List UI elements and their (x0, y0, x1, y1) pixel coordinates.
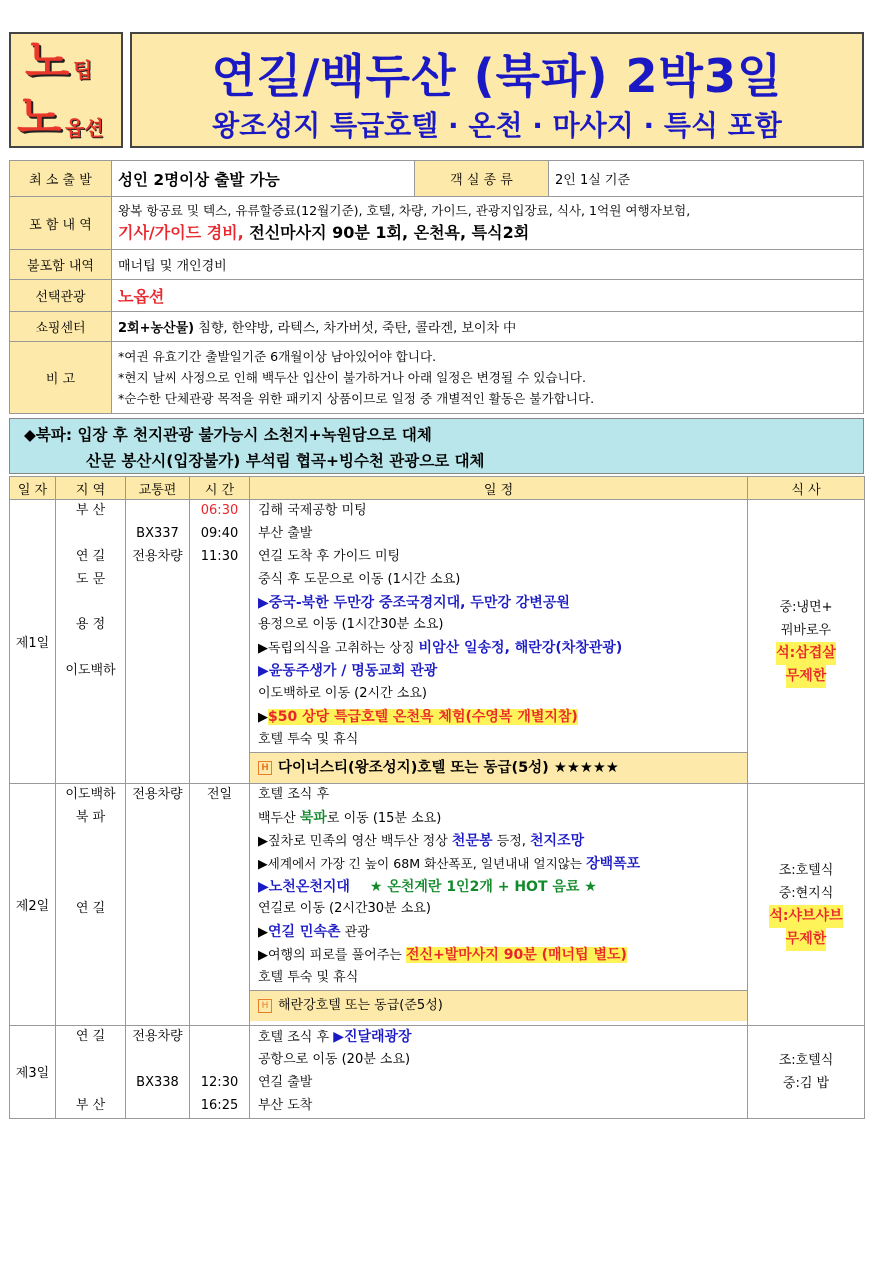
day-1-transport (126, 500, 190, 784)
meal: 석:삼겹살 (776, 642, 836, 665)
region: 부 산 (75, 503, 106, 518)
page-title: 연길/백두산 (북파) 2박3일 (211, 49, 783, 103)
transport: BX338 (136, 1074, 179, 1090)
itinerary-text: 로 이동 (15분 소요) (326, 810, 442, 826)
col-meal: 식 사 (748, 477, 865, 500)
itinerary-text: ▶ (258, 925, 268, 941)
region (56, 853, 125, 876)
itinerary-highlight: 연길 민속촌 (268, 924, 341, 941)
itinerary-item (250, 944, 747, 967)
day-2-itinerary (250, 784, 748, 1026)
itinerary-text: ▶세계에서 가장 긴 높이 68M 화산폭포, 일년내내 얼지않는 (258, 855, 587, 871)
page-subtitle: 왕조성지 특급호텔 · 온천 · 마사지 · 특식 포함 (212, 109, 782, 142)
day-2-hotel (250, 990, 747, 1021)
itinerary-highlight: 천지조망 (530, 832, 585, 849)
meal: 중:냉면+ (779, 599, 833, 615)
day-2-regions (56, 784, 126, 1026)
itinerary-item: ▶중국-북한 두만강 중조국경지대, 두만강 강변공원 (258, 594, 570, 611)
transport: BX337 (136, 525, 179, 541)
itinerary-item: 호텔 조식 후 (258, 787, 330, 802)
day-3-transport (126, 1026, 190, 1119)
optional-label: 선택관광 (10, 280, 112, 312)
remark-1: *여권 유효기간 출발일기준 6개월이상 남아있어야 합니다. (118, 349, 437, 364)
shopping-label: 쇼핑센터 (10, 312, 112, 342)
itinerary-highlight: 비암산 일송정, 해란강(차창관광) (418, 640, 623, 657)
min-departure-value: 성인 2명이상 출발 가능 (112, 161, 415, 197)
region (56, 830, 125, 853)
time: 06:30 (200, 503, 239, 518)
shopping-items: 침향, 한약방, 라텍스, 차가버섯, 죽탄, 콜라겐, 보이차 中 (194, 321, 517, 336)
room-type-label: 객 실 종 류 (415, 161, 549, 197)
region: 연 길 (75, 548, 106, 564)
region: 용 정 (75, 617, 106, 633)
transport (126, 500, 189, 523)
included-value (112, 197, 864, 250)
time: 12:30 (200, 1074, 239, 1090)
itinerary-item: 연길 도착 후 가이드 미팅 (258, 548, 401, 564)
optional-value: 노옵션 (112, 280, 864, 312)
itinerary-text: ▶짚차로 민족의 영산 백두산 정상 (258, 833, 452, 849)
transport: 전용차량 (132, 1029, 183, 1044)
col-transport: 교통편 (126, 477, 190, 500)
itinerary-item: 호텔 투숙 및 휴식 (258, 731, 359, 747)
meal: 꿔바로우 (780, 622, 832, 638)
schedule-header (10, 477, 865, 500)
excluded-label: 불포함 내역 (10, 250, 112, 280)
logo (9, 32, 123, 148)
min-departure-label: 최 소 출 발 (10, 161, 112, 197)
itinerary-text: ▶독립의식을 고취하는 상징 (258, 641, 419, 657)
region (56, 523, 125, 546)
logo-char-2: 노 (17, 90, 62, 144)
remark-2: *현지 날씨 사정으로 인해 백두산 입산이 불가하거나 아래 일정은 변경될 수 있습니다. (118, 370, 586, 385)
region: 북 파 (75, 809, 106, 825)
meal: 무제한 (786, 928, 827, 951)
itinerary-item: 연길로 이동 (2시간30분 소요) (258, 901, 431, 917)
meal: 중:김 밥 (782, 1075, 830, 1091)
day-3-meals (748, 1026, 865, 1119)
included-line-1: 왕복 항공료 및 텍스, 유류할증료(12월기준), 호텔, 차량, 가이드, 관광지입장료, 식사, 1억원 여행자보험, (118, 202, 691, 218)
info-table (9, 160, 864, 414)
itinerary-text: 관광 (340, 925, 370, 941)
included-driver-guide: 기사/가이드 경비, (118, 222, 244, 242)
meal: 조:호텔식 (778, 862, 834, 878)
itinerary-highlight: ▶노천온천지대 (258, 878, 350, 895)
schedule-table (9, 476, 865, 1119)
region: 이도백하 (65, 787, 116, 802)
hotel-icon: H (258, 761, 272, 775)
itinerary-item (250, 830, 747, 853)
itinerary-highlight: ★ 온천계란 1인2개 + HOT 음료 ★ (369, 878, 597, 895)
day-1-meals (748, 500, 865, 784)
included-line-2: 전신마사지 90분 1회, 온천욕, 특식2회 (243, 222, 530, 242)
itinerary-item: 용정으로 이동 (1시간30분 소요) (258, 617, 444, 633)
itinerary-item: 이도백하로 이동 (2시간 소요) (258, 686, 427, 702)
time (190, 1026, 249, 1049)
remark-3: *순수한 단체관광 목적을 위한 패키지 상품이므로 일정 중 개별적인 활동은 불가합니다. (118, 391, 595, 406)
shopping-count: 2회+농산물) (118, 321, 195, 336)
itinerary-highlight: 북파 (299, 809, 327, 826)
itinerary-item (250, 921, 747, 944)
region (56, 592, 125, 615)
itinerary-item: 공항으로 이동 (20분 소요) (258, 1051, 411, 1067)
region: 도 문 (75, 571, 106, 587)
col-itinerary: 일 정 (250, 477, 748, 500)
itinerary-item (250, 876, 747, 899)
col-day: 일 자 (10, 477, 56, 500)
col-time: 시 간 (190, 477, 250, 500)
region (56, 1072, 125, 1095)
time: 전일 (206, 787, 233, 802)
logo-text-1: 팁 (73, 58, 93, 82)
itinerary-item: ▶윤동주생가 / 명동교회 관광 (258, 663, 438, 680)
col-region: 지 역 (56, 477, 126, 500)
region (56, 876, 125, 899)
day-1-row (10, 500, 865, 784)
day-1-regions (56, 500, 126, 784)
transport: 전용차량 (132, 548, 183, 564)
itinerary-item (250, 706, 747, 729)
region: 연 길 (75, 901, 106, 917)
day-3-itinerary (250, 1026, 748, 1119)
meal: 조:호텔식 (778, 1052, 834, 1068)
shopping-value (112, 312, 864, 342)
title-box (130, 32, 864, 148)
itinerary-item: 부산 출발 (258, 525, 313, 541)
day-1-times (190, 500, 250, 784)
itinerary-item (250, 853, 747, 876)
day-2-times (190, 784, 250, 1026)
region (56, 1049, 125, 1072)
day-2-row (10, 784, 865, 1026)
remarks-label: 비 고 (10, 342, 112, 414)
region (56, 637, 125, 660)
day-2-meals (748, 784, 865, 1026)
itinerary-highlight: $50 상당 특급호텔 온천욕 체험(수영복 개별지참) (268, 709, 578, 726)
itinerary-highlight: 천문봉 (451, 832, 493, 849)
itinerary-text: 호텔 조식 후 (258, 1030, 334, 1045)
time: 09:40 (200, 525, 239, 541)
day-1-itinerary (250, 500, 748, 784)
included-label: 포 함 내 역 (10, 197, 112, 250)
meal: 석:샤브샤브 (769, 905, 842, 928)
itinerary-item: 중식 후 도문으로 이동 (1시간 소요) (258, 571, 461, 587)
itinerary-highlight: ▶진달래광장 (333, 1029, 412, 1045)
itinerary-text: 백두산 (258, 810, 300, 826)
day-3-label: 제3일 (10, 1026, 56, 1119)
transport: 전용차량 (132, 787, 183, 802)
itinerary-text: ▶ (258, 710, 268, 726)
hotel-name: 다이너스티(왕조성지)호텔 또는 동급(5성) ★★★★★ (278, 759, 619, 776)
bukpa-notice (9, 418, 864, 474)
region: 연 길 (75, 1029, 106, 1044)
day-3-row (10, 1026, 865, 1119)
itinerary-text: 등정, (492, 833, 531, 849)
day-3-times (190, 1026, 250, 1119)
itinerary-item (250, 637, 747, 660)
day-3-regions (56, 1026, 126, 1119)
time (190, 1049, 249, 1072)
itinerary-item: 호텔 투숙 및 휴식 (258, 970, 359, 986)
itinerary-highlight: 전신+발마사지 90분 (매너팁 별도) (405, 947, 627, 964)
itinerary-highlight: 장백폭포 (586, 855, 641, 872)
region: 이도백하 (65, 663, 116, 679)
transport (126, 1049, 189, 1072)
itinerary-item: 부산 도착 (258, 1097, 313, 1113)
itinerary-item: 김해 국제공항 미팅 (258, 503, 367, 518)
notice-line-2: 산문 봉산시(입장불가) 부석림 협곡+빙수천 관광으로 대체 (86, 452, 485, 470)
day-2-label: 제2일 (10, 784, 56, 1026)
time: 11:30 (200, 548, 239, 564)
meal: 중:현지식 (778, 885, 834, 901)
excluded-value: 매너팁 및 개인경비 (112, 250, 864, 280)
itinerary-item (250, 807, 747, 830)
hotel-icon: H (258, 999, 272, 1013)
hotel-name: 해란강호텔 또는 동급(준5성) (278, 998, 443, 1014)
day-1-label: 제1일 (10, 500, 56, 784)
itinerary-item (250, 1026, 747, 1049)
day-2-transport (126, 784, 190, 1026)
logo-text-2: 옵션 (65, 116, 104, 140)
day-1-hotel (250, 752, 747, 783)
time: 16:25 (200, 1097, 239, 1113)
remarks-value (112, 342, 864, 414)
meal: 무제한 (786, 665, 827, 688)
notice-line-1: ◆북파: 입장 후 천지관광 불가능시 소천지+녹원담으로 대체 (24, 426, 432, 444)
itinerary-item: 연길 출발 (258, 1074, 313, 1090)
room-type-value: 2인 1실 기준 (549, 161, 864, 197)
region: 부 산 (75, 1097, 106, 1113)
itinerary-text: ▶여행의 피로를 풀어주는 (258, 948, 406, 964)
logo-char-1: 노 (25, 34, 70, 88)
